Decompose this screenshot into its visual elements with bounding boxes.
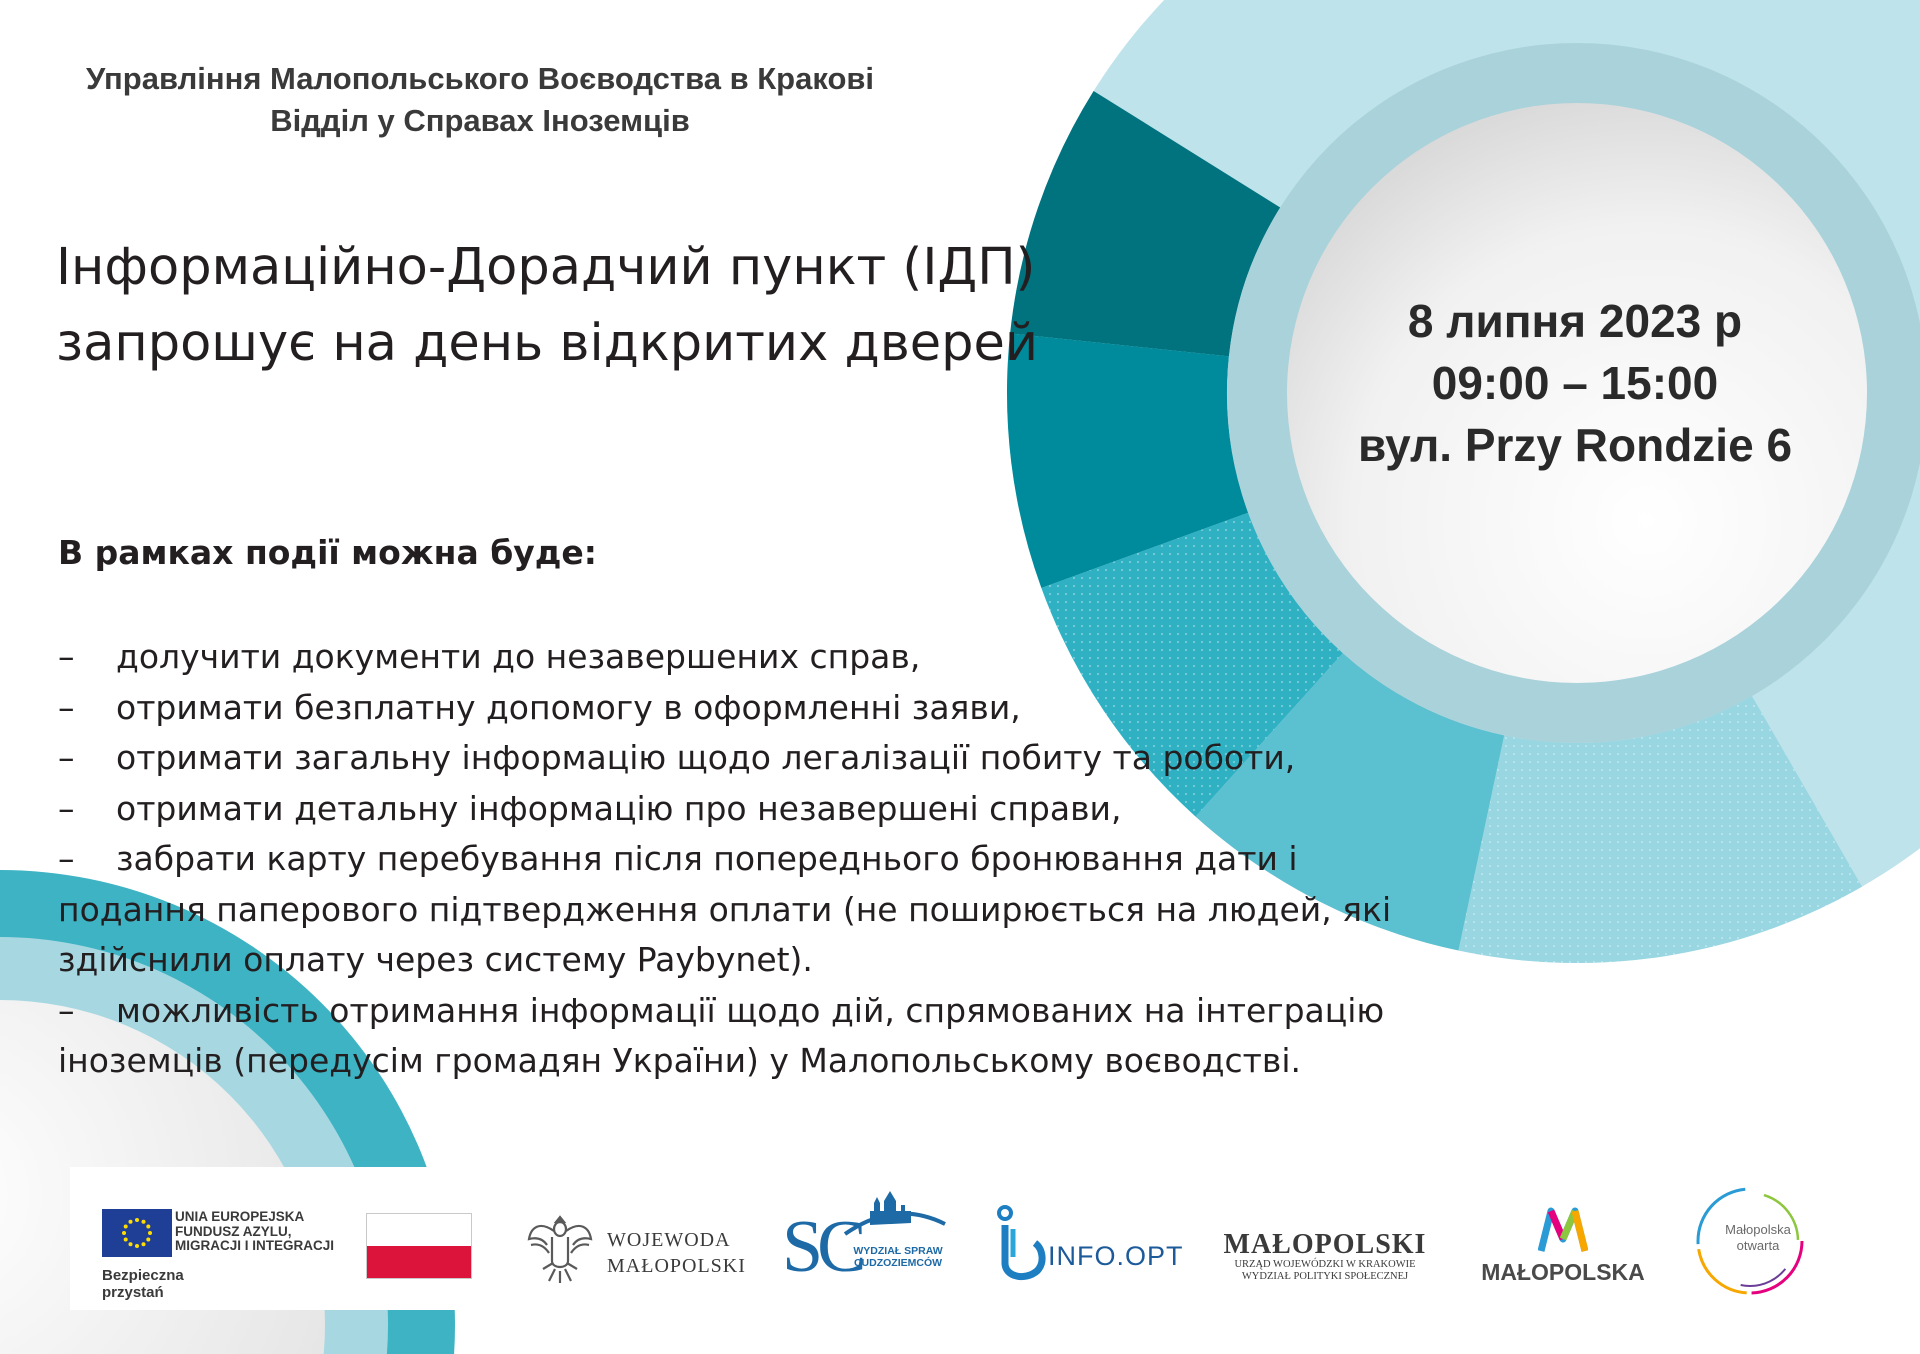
list-item-text: здійснили оплату через систему Paybynet). [58, 940, 813, 979]
list-item [58, 733, 1458, 784]
info-opt-logo-icon [995, 1205, 1050, 1285]
castle-silhouette-icon [840, 1179, 950, 1239]
title-line-2: запрошує на день відкритих дверей [56, 314, 1039, 373]
event-date: 8 липня 2023 р [1407, 295, 1743, 347]
intro-heading: В рамках події можна буде: [58, 533, 598, 572]
event-address: вул. Przy Rondzie 6 [1357, 419, 1793, 471]
sc-line-2: CUDZOZIEMCÓW [853, 1257, 943, 1269]
title-line-1: Інформаційно-Дорадчий пункт (ІДП) [56, 238, 1036, 297]
otwarta-line-1: Małopolska [1725, 1222, 1791, 1237]
header-line-1: Управління Малопольського Воєводства в Кракові [85, 61, 875, 96]
wojewoda-line-1: WOJEWODA [607, 1229, 731, 1251]
wojewoda-line-2: MAŁOPOLSKI [607, 1255, 746, 1277]
list-item-continuation [58, 1036, 1458, 1087]
list-item [58, 834, 1458, 885]
list-dash: – [58, 839, 75, 878]
list-item-continuation [58, 885, 1458, 936]
list-dash: – [58, 637, 75, 676]
list-dash: – [58, 738, 75, 777]
urzad-line-2: WYDZIAŁ POLITYKI SPOŁECZNEJ [1241, 1271, 1409, 1282]
list-item [58, 986, 1458, 1037]
list-item-text: отримати безплатну допомогу в оформленні заяви, [116, 687, 1021, 727]
urzad-wojewodzki-logo [1220, 1231, 1430, 1283]
list-dash: – [58, 990, 75, 1030]
list-item-text: отримати детальну інформацію про незавершені справи, [116, 788, 1122, 828]
urzad-line-1: URZĄD WOJEWÓDZKI W KRAKOWIE [1234, 1259, 1416, 1270]
organization-header [0, 58, 960, 142]
list-item [58, 632, 1458, 683]
info-opt-text: INFO.OPT [1048, 1241, 1184, 1271]
header-line-2: Відділ у Справах Іноземців [270, 103, 690, 138]
list-dash: – [58, 788, 75, 828]
activities-list [58, 632, 1458, 1087]
eagle-emblem-icon [525, 1209, 595, 1285]
otwarta-line-2: otwarta [1736, 1238, 1780, 1253]
urzad-title: MAŁOPOLSKI [1223, 1229, 1427, 1260]
eu-flag-icon [102, 1209, 172, 1257]
sc-logo-text [848, 1245, 948, 1269]
malopolska-text: MAŁOPOLSKA [1481, 1259, 1645, 1285]
eu-line-2: FUNDUSZ AZYLU, [175, 1223, 292, 1239]
malopolska-mountains-icon [1538, 1205, 1588, 1253]
list-item-text: можливість отримання інформації щодо дій, спрямованих на інтеграцію [116, 990, 1385, 1030]
list-item-text: забрати карту перебування після попереднього бронювання дати і [116, 839, 1298, 878]
sc-line-1: WYDZIAŁ SPRAW [853, 1245, 943, 1257]
sponsor-logos-bar [70, 1167, 1840, 1310]
sc-logo-letters: SC [782, 1206, 861, 1288]
event-details [1315, 290, 1835, 476]
eu-line-3: MIGRACJI I INTEGRACJI [175, 1238, 335, 1253]
list-item-text: долучити документи до незавершених справ, [116, 637, 921, 676]
eu-fund-text [175, 1210, 345, 1254]
wojewoda-text [607, 1227, 757, 1279]
page-title [56, 230, 1038, 382]
list-item-continuation [58, 935, 1458, 986]
list-item [58, 683, 1458, 734]
polish-flag-icon [366, 1213, 472, 1279]
list-item [58, 784, 1458, 835]
list-dash: – [58, 687, 75, 727]
eu-subtitle: Bezpieczna przystań [102, 1267, 184, 1301]
malopolska-otwarta-text [1708, 1222, 1808, 1254]
list-item-text: подання паперового підтвердження оплати (не поширюється на людей, які [58, 889, 1392, 929]
list-item-text: отримати загальну інформацію щодо легалізації побиту та роботи, [116, 738, 1296, 777]
eu-line-1: UNIA EUROPEJSKA [175, 1209, 305, 1224]
event-time: 09:00 – 15:00 [1431, 357, 1719, 409]
list-item-text: іноземців (передусім громадян України) у Малопольському воєводстві. [58, 1041, 1301, 1080]
